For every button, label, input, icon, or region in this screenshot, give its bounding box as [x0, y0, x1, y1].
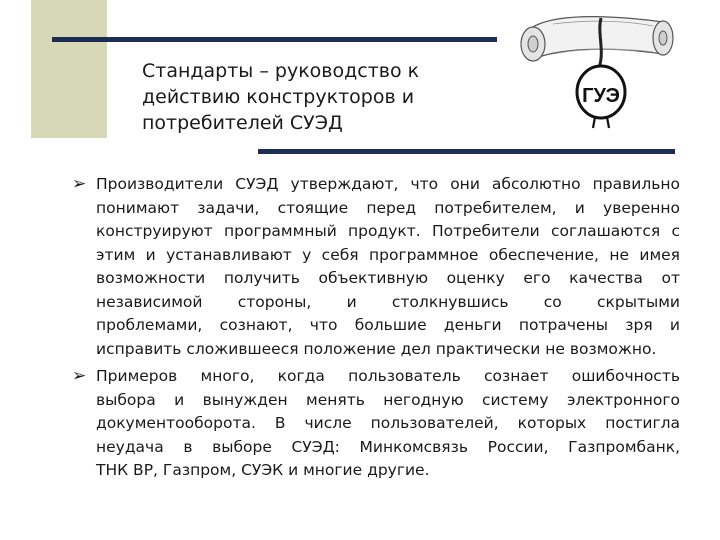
bullet-paragraph [96, 173, 680, 361]
title-line: потребителей СУЭД [142, 112, 343, 134]
text-line: Примеров много, когда пользователь сознает ошибочность [96, 367, 680, 385]
text-line: этим и устанавливают у себя программное обеспечение, не имея [96, 245, 680, 264]
text-line: неудача в выборе СУЭД: Минкомсвязь России, Газпромбанк, [96, 437, 680, 456]
text-line: конструируют программный продукт. Потребители соглашаются с [96, 222, 680, 240]
text-line: проблемами, сознают, что большие деньги потрачены зря и [96, 316, 680, 334]
slide-title [142, 58, 472, 136]
arrowhead-bullet-icon: ➢ [72, 366, 87, 386]
text-line: исправить сложившееся положение дел практически не возможно. [96, 339, 657, 358]
paper-scroll-icon [513, 10, 683, 140]
list-item [72, 365, 682, 483]
text-line: независимой стороны, и столкнувшись со скрытыми [96, 292, 680, 311]
title-line: Стандарты – руководство к [142, 60, 420, 82]
text-line: возможности получить объективную оценку его качества от [96, 269, 680, 287]
list-item [72, 173, 682, 361]
bottom-divider-rule [258, 149, 675, 154]
decorative-accent-block [31, 0, 107, 138]
top-divider-rule [52, 37, 497, 42]
bullet-list [72, 173, 682, 487]
arrowhead-bullet-icon: ➢ [72, 174, 87, 194]
text-line: документооборота. В числе пользователей, которых постигла [96, 414, 680, 432]
text-line: ТНК ВР, Газпром, СУЭК и многие другие. [96, 461, 430, 479]
bullet-paragraph [96, 365, 680, 483]
text-line: выбора и вынужден менять негодную систему электронного [96, 390, 680, 409]
seal-text: ГУЭ [582, 85, 620, 107]
title-line: действию конструкторов и [142, 86, 415, 108]
text-line: Производители СУЭД утверждают, что они абсолютно правильно [96, 175, 680, 193]
text-line: понимают задачи, стоящие перед потребителем, и уверенно [96, 198, 680, 217]
